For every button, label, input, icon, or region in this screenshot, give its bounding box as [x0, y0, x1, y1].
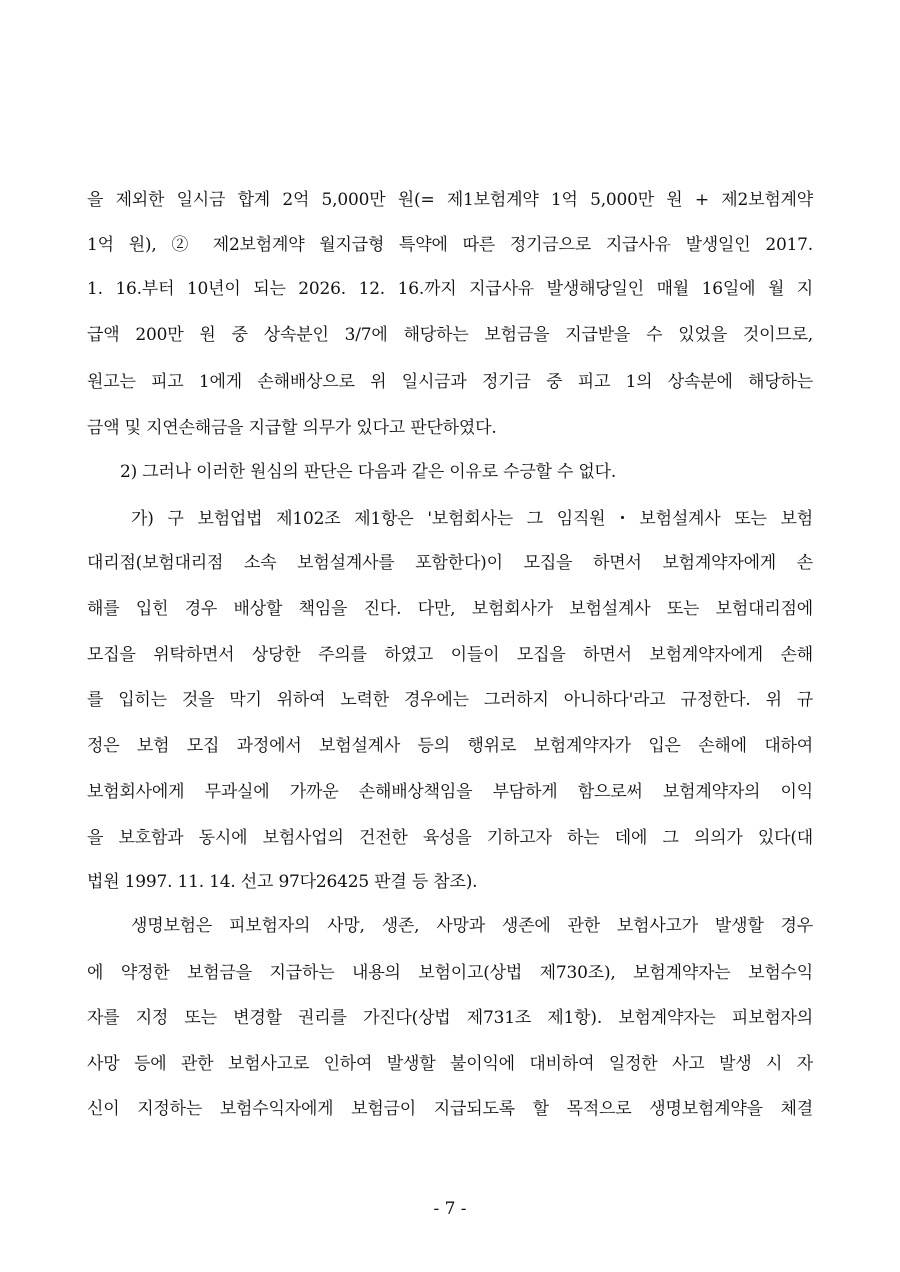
text-line: 급액 200만 원 중 상속분인 3/7에 해당하는 보험금을 지급받을 수 있었을 것이므로, — [87, 325, 813, 345]
text-line: 신이 지정하는 보험수익자에게 보험금이 지급되도록 할 목적으로 생명보험계약을 체결 — [87, 1099, 813, 1119]
text-line: 을 보호함과 동시에 보험사업의 건전한 육성을 기하고자 하는 데에 그 의의가 있다(대 — [87, 828, 813, 848]
text-line: 사망 등에 관한 보험사고로 인하여 발생할 불이익에 대비하여 일정한 사고 발생 시 자 — [87, 1054, 813, 1074]
text-line: 1. 16.부터 10년이 되는 2026. 12. 16.까지 지급사유 발생해당일인 매월 16일에 월 지 — [87, 279, 813, 299]
text-line: 생명보험은 피보험자의 사망, 생존, 사망과 생존에 관한 보험사고가 발생할 경우 — [131, 916, 813, 936]
text-line: 정은 보험 모집 과정에서 보험설계사 등의 행위로 보험계약자가 입은 손해에 대하여 — [87, 736, 813, 756]
text-line: 모집을 위탁하면서 상당한 주의를 하였고 이들이 모집을 하면서 보험계약자에게 손해 — [87, 645, 813, 665]
text-line: 법원 1997. 11. 14. 선고 97다26425 판결 등 참조). — [87, 872, 478, 892]
text-line: 를 입히는 것을 막기 위하여 노력한 경우에는 그러하지 아니하다'라고 규정한다. 위 규 — [87, 690, 813, 710]
text-line: 해를 입힌 경우 배상할 책임을 진다. 다만, 보험회사가 보험설계사 또는 보험대리점에 — [87, 599, 813, 619]
page-number: - 7 - — [433, 1199, 467, 1219]
text-line: 1억 원), ② 제2보험계약 월지급형 특약에 따른 정기금으로 지급사유 발생일인 2017. — [87, 235, 813, 255]
text-line: 대리점(보험대리점 소속 보험설계사를 포함한다)이 모집을 하면서 보험계약자에게 손 — [87, 553, 813, 573]
text-line: 가) 구 보험업법 제102조 제1항은 '보험회사는 그 임직원・보험설계사 또는 보험 — [131, 509, 813, 529]
text-line: 보험회사에게 무과실에 가까운 손해배상책임을 부담하게 함으로써 보험계약자의 이익 — [87, 782, 813, 802]
text-line: 자를 지정 또는 변경할 권리를 가진다(상법 제731조 제1항). 보험계약자는 피보험자의 — [87, 1008, 813, 1028]
text-line: 금액 및 지연손해금을 지급할 의무가 있다고 판단하였다. — [87, 418, 497, 438]
text-line: 을 제외한 일시금 합계 2억 5,000만 원(= 제1보험계약 1억 5,000만 원 + 제2보험계약 — [87, 190, 813, 210]
text-line: 2) 그러나 이러한 원심의 판단은 다음과 같은 이유로 수긍할 수 없다. — [120, 462, 617, 482]
text-line: 에 약정한 보험금을 지급하는 내용의 보험이고(상법 제730조), 보험계약자는 보험수익 — [87, 963, 813, 983]
text-line: 원고는 피고 1에게 손해배상으로 위 일시금과 정기금 중 피고 1의 상속분에 해당하는 — [87, 372, 813, 392]
